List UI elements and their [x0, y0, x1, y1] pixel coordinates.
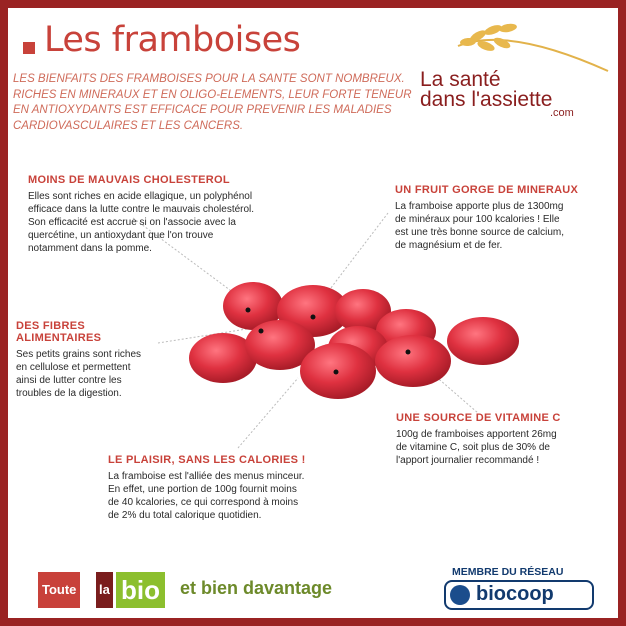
- section-vitamine: [396, 412, 611, 467]
- logo-bio: bio: [116, 572, 165, 608]
- section-cholesterol: [28, 174, 328, 255]
- body-line: de vitamine C, soit plus de 30% de: [396, 442, 550, 453]
- section-body: [16, 348, 186, 400]
- title-line: DES FIBRES: [16, 320, 86, 332]
- biocoop-text: biocoop: [476, 583, 554, 605]
- toute-la-bio-logo: [38, 572, 388, 608]
- intro-line: CARDIOVASCULAIRES ET LES CANCERS.: [13, 119, 244, 132]
- section-title: MOINS DE MAUVAIS CHOLESTEROL: [28, 174, 230, 186]
- section-title: UN FRUIT GORGE DE MINERAUX: [395, 184, 579, 196]
- body-line: Ses petits grains sont riches: [16, 349, 142, 360]
- body-line: de 40 kcalories, ce qui correspond à moins: [108, 497, 299, 508]
- biocoop-logo: [444, 580, 594, 610]
- logo-la: la: [96, 572, 113, 608]
- section-body: [108, 470, 388, 522]
- body-line: quercétine, un antioxydant que l'on trouve: [28, 230, 214, 241]
- membre-label: MEMBRE DU RÉSEAU: [452, 566, 564, 578]
- body-line: La framboise est l'alliée des menus minceur.: [108, 471, 305, 482]
- section-body: [396, 428, 611, 467]
- body-line: ainsi de lutter contre les: [16, 375, 122, 386]
- title-line: ALIMENTAIRES: [16, 332, 102, 344]
- body-line: efficace dans la lutte contre le mauvais cholestérol.: [28, 204, 255, 215]
- section-body: [395, 200, 617, 252]
- section-title: UNE SOURCE DE VITAMINE C: [396, 412, 561, 424]
- logo-toute: Toute: [38, 572, 80, 608]
- raspberries-image: [168, 273, 533, 408]
- infographic: [8, 8, 618, 618]
- biocoop-badge: [444, 566, 606, 614]
- body-line: troubles de la digestion.: [16, 388, 122, 399]
- body-line: La framboise apporte plus de 1300mg: [395, 201, 564, 212]
- logo-line-2: dans l'assiette: [420, 88, 553, 111]
- page-title: Les framboises: [44, 20, 301, 60]
- section-plaisir: [108, 454, 388, 522]
- body-line: de 2% du total calorique quotidien.: [108, 510, 262, 521]
- intro-line: RICHES EN MINERAUX ET EN OLIGO-ELEMENTS, LEUR FORTE TENEUR: [13, 88, 412, 101]
- logo-dotcom: .com: [550, 107, 574, 119]
- body-line: l'apport journalier recommandé !: [396, 455, 540, 466]
- body-line: 100g de framboises apportent 26mg: [396, 429, 557, 440]
- body-line: en cellulose et permettent: [16, 362, 131, 373]
- body-line: est une très bonne source de calcium,: [395, 227, 564, 238]
- intro-line: LES BIENFAITS DES FRAMBOISES POUR LA SANTE SONT NOMBREUX.: [13, 73, 405, 85]
- biocoop-icon: [450, 585, 470, 605]
- body-line: Elles sont riches en acide ellagique, un polyphénol: [28, 191, 253, 202]
- section-title: LE PLAISIR, SANS LES CALORIES !: [108, 454, 306, 466]
- body-line: notamment dans la pomme.: [28, 243, 152, 254]
- body-line: de magnésium et de fer.: [395, 240, 503, 251]
- section-mineraux: [395, 184, 617, 252]
- body-line: Son efficacité est accrue si on l'associe avec la: [28, 217, 236, 228]
- tagline: et bien davantage: [180, 578, 333, 598]
- section-body: [28, 190, 328, 255]
- section-title: [16, 320, 186, 344]
- section-fibres: [16, 320, 186, 400]
- body-line: de minéraux pour 100 kcalories ! Elle: [395, 214, 560, 225]
- logo-line-1: La santé: [420, 68, 501, 91]
- body-line: En effet, une portion de 100g fournit moins: [108, 484, 297, 495]
- intro-line: EN ANTIOXYDANTS EST EFFICACE POUR PREVENIR LES MALADIES: [13, 104, 392, 116]
